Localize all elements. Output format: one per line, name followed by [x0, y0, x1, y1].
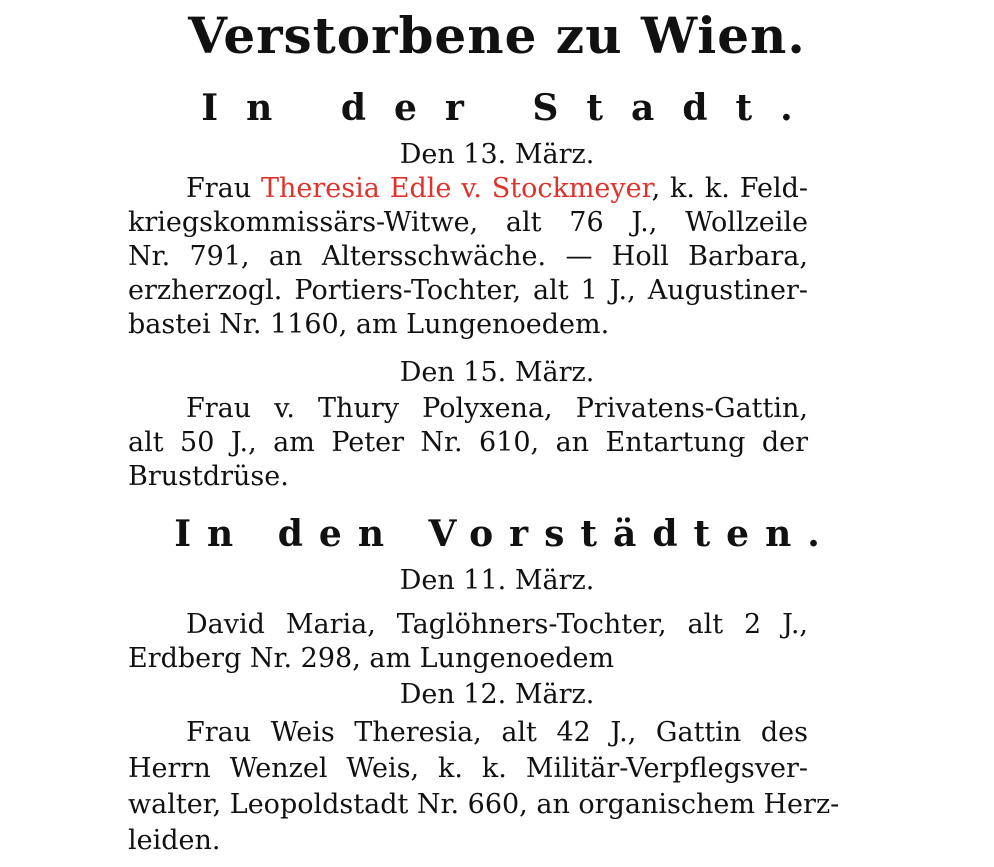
- entry-line: erzherzogl. Portiers-Tochter, alt 1 J., Augustiner-: [128, 275, 808, 306]
- date-heading: Den 11. März.: [399, 565, 595, 596]
- entry-line: Nr. 791, an Altersschwäche. — Holl Barbara,: [128, 241, 808, 272]
- entry-line: kriegskommissärs-Witwe, alt 76 J., Wollzeile: [128, 207, 808, 238]
- section-heading-vorstaedte: In den Vorstädten.: [174, 513, 836, 555]
- highlighted-name: Theresia Edle v. Stockmeyer: [261, 173, 652, 204]
- page-title: Verstorbene zu Wien.: [188, 6, 806, 65]
- entry-line: alt 50 J., am Peter Nr. 610, an Entartung der: [128, 427, 808, 458]
- section-heading-stadt: In der Stadt.: [201, 87, 821, 129]
- entry-text: Frau: [186, 173, 262, 204]
- entry-line: leiden.: [128, 825, 221, 856]
- entry-line: Brustdrüse.: [128, 461, 289, 492]
- date-heading: Den 15. März.: [399, 357, 595, 388]
- entry-line: bastei Nr. 1160, am Lungenoedem.: [128, 309, 610, 340]
- entry-line: Frau v. Thury Polyxena, Privatens-Gattin,: [186, 393, 808, 424]
- entry-line: Herrn Wenzel Weis, k. k. Militär-Verpflegsver-: [128, 753, 808, 784]
- entry-line: David Maria, Taglöhners-Tochter, alt 2 J.,: [186, 609, 808, 640]
- entry-text: , k. k. Feld-: [651, 173, 808, 204]
- entry-line: Frau Weis Theresia, alt 42 J., Gattin des: [186, 717, 808, 748]
- entry-line: Erdberg Nr. 298, am Lungenoedem: [128, 643, 615, 674]
- entry-line: [186, 172, 808, 206]
- date-heading: Den 12. März.: [399, 679, 595, 710]
- date-heading: Den 13. März.: [399, 139, 595, 170]
- entry-line: walter, Leopoldstadt Nr. 660, an organischem Herz-: [128, 789, 840, 820]
